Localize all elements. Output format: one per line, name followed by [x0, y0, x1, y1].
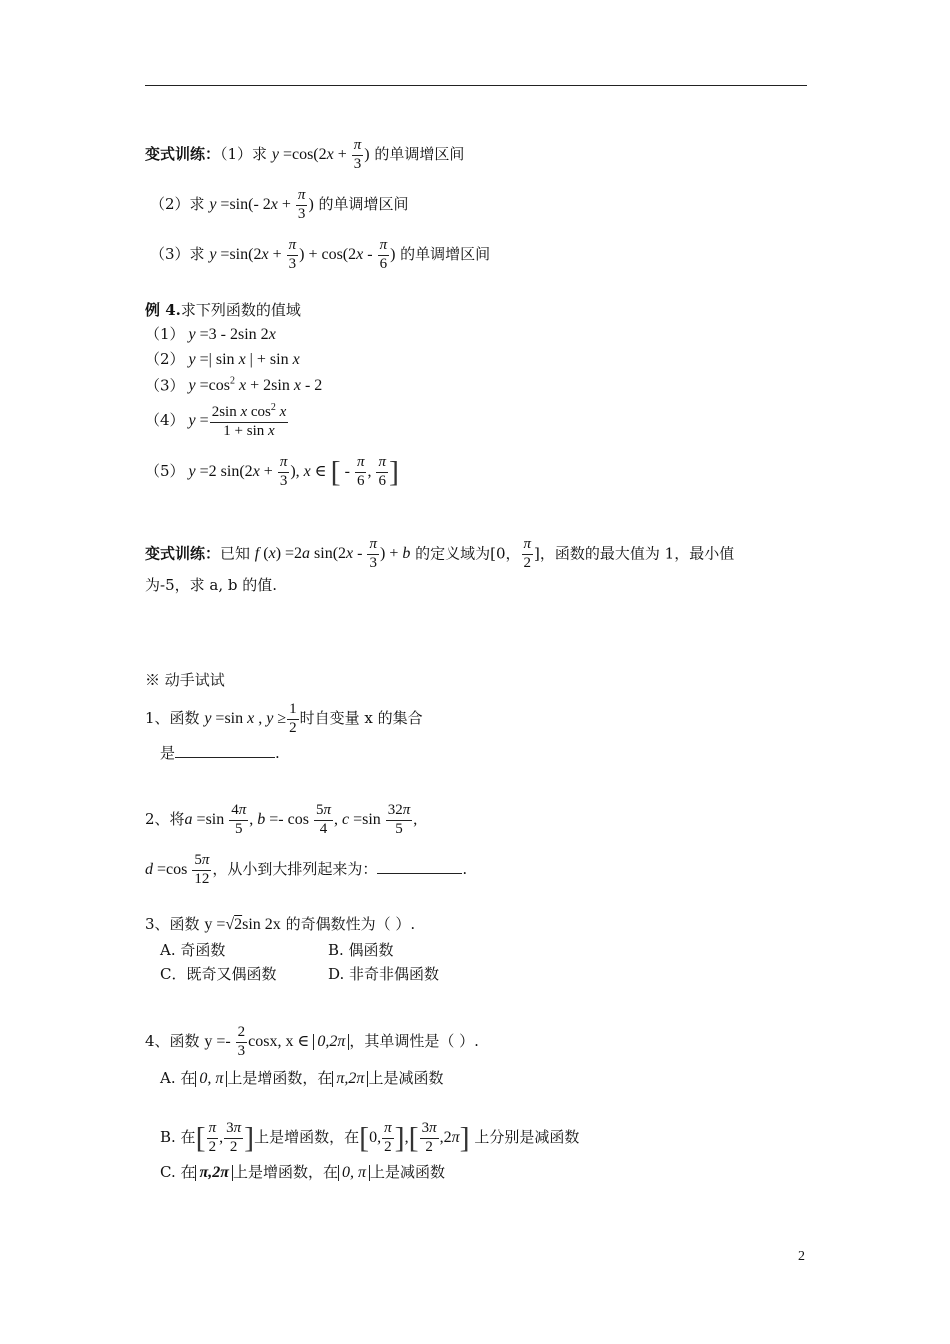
question-1-answer: 是 . — [160, 744, 280, 762]
header-rule — [145, 85, 807, 86]
practice-header: ※ 动手试试 — [145, 671, 225, 689]
option-a[interactable]: A. 奇函数 — [160, 941, 226, 959]
question-4-option-a[interactable]: A. 在 0, π 上是增函数，在 π,2π 上是减函数 — [160, 1069, 444, 1087]
variant2-line-2: 为-5，求 a, b 的值. — [145, 576, 277, 594]
question-2: 2、将a =sin $\frac{4\pi}{5}$ , b =- cos $\frac{5\pi}{4}$ , c =sin $\frac{32\pi}{5}$ , — [145, 802, 418, 837]
example4-item-5: （5） y =2 sin(2x + $\frac{\pi}{3}$ ), x ∈ [ - $\frac{\pi}{6}$ , $\frac{\pi}{6}$ ] — [145, 454, 399, 489]
example4-item-1: （1） y =3 - 2sin 2x — [145, 325, 276, 343]
formula: y =cos(2x + $\frac{\pi}{3}$ ) — [271, 137, 370, 172]
page-number: 2 — [798, 1249, 805, 1264]
question-4-option-c[interactable]: C. 在 π,2π 上是增函数，在 0, π 上是减函数 — [160, 1163, 445, 1181]
option-c[interactable]: C．既奇又偶函数 — [160, 965, 277, 983]
question-4: 4、函数 y =- $\frac{2}{3}$ cosx, x ∈ 0,2π ，其单调性是（ ）. — [145, 1024, 479, 1059]
variant-line-1: 变式训练：（1）求 y =cos(2x + $\frac{\pi}{3}$ ) 的单调增区间 — [145, 137, 465, 172]
formula: y =sin(2x + $\frac{\pi}{3}$ ) + cos(2x - $\frac{\pi}{6}$ ) — [209, 237, 396, 272]
example4-title: 例 4.求下列函数的值域 — [145, 301, 301, 319]
example4-item-3: （3） $y =\cos^2$ x + 2sin x - 2 — [145, 376, 323, 395]
variant-title: 变式训练： — [145, 144, 221, 163]
variant2-line-1: 变式训练：已知 f (x) =2a sin(2x - $\frac{\pi}{3}$ ) + b 的定义域为[0， $\frac{\pi}{2}$ ]，函数的最大值为 1，最小值 — [145, 536, 735, 572]
variant-line-3: （3）求 y =sin(2x + $\frac{\pi}{3}$ ) + cos(2x - $\frac{\pi}{6}$ ) 的单调增区间 — [150, 237, 491, 272]
question-4-option-b[interactable]: B. 在[ $\frac{\pi}{2}$ , $\frac{3\pi}{2}$ ]上是增函数，在[0, $\frac{\pi}{2}$ ],[ $\frac{3\pi}{2}$ ,2π] 上分别是减函数 — [160, 1120, 580, 1155]
option-b[interactable]: B. 偶函数 — [328, 941, 394, 959]
answer-blank[interactable] — [175, 743, 275, 758]
question-3: 3、函数 y =√2sin 2x 的奇偶数性为（ ）. — [145, 915, 416, 933]
answer-blank[interactable] — [377, 859, 462, 874]
question-3-options-row2 — [160, 967, 439, 982]
question-3-options-row1 — [160, 943, 394, 958]
option-d[interactable]: D. 非奇非偶函数 — [328, 965, 440, 983]
example4-item-2: （2） y =| sin x | + sin x — [145, 350, 300, 368]
question-2-cont: d =cos $\frac{5\pi}{12}$ ，从小到大排列起来为： . — [145, 852, 468, 887]
question-1: 1、函数 y =sin x , y ≥ $\frac{1}{2}$ 时自变量 x 的集合 — [145, 701, 423, 736]
formula: y =sin(- 2x + $\frac{\pi}{3}$ ) — [209, 187, 314, 222]
variant-line-2: （2）求 y =sin(- 2x + $\frac{\pi}{3}$ ) 的单调增区间 — [150, 187, 409, 222]
example4-item-4: （4） y = $\frac{2\sin x \cos^2 x}{\text{1 + sin x}}$ — [145, 402, 287, 439]
